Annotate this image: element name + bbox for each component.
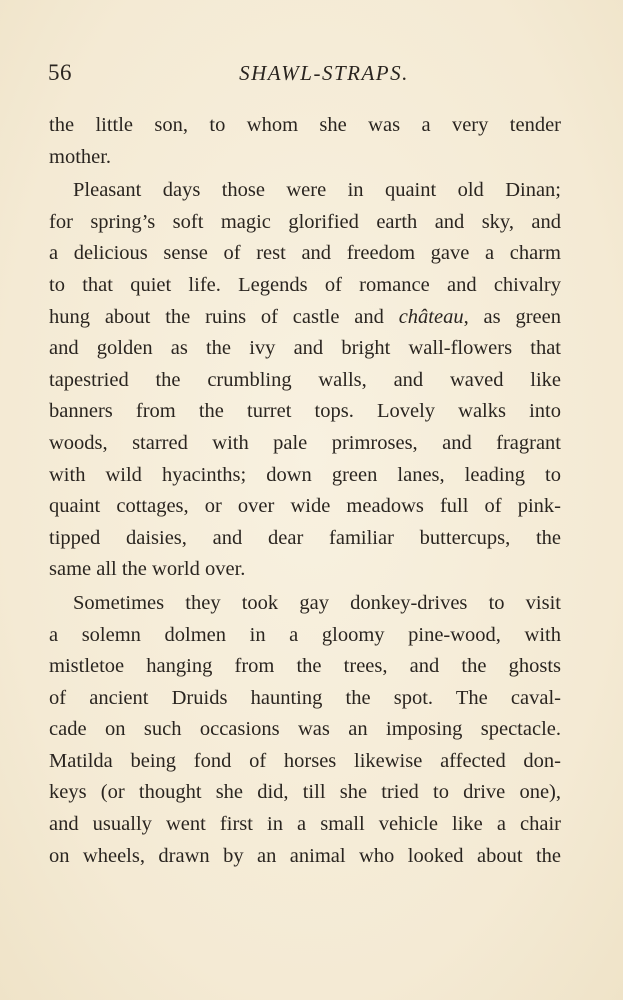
text-line: mother.	[49, 145, 112, 168]
text-line: mistletoe hanging from the trees, and the ghosts	[49, 655, 561, 678]
text-line: Matilda being fond of horses likewise affected don-	[49, 749, 561, 772]
paragraph	[49, 175, 561, 586]
page-header	[48, 56, 562, 92]
text-line: Sometimes they took gay donkey-drives to visit	[73, 591, 561, 614]
page-number: 56	[48, 60, 72, 85]
body-text	[49, 110, 561, 872]
text-line: to that quiet life. Legends of romance and chivalry	[49, 273, 561, 296]
text-line: a delicious sense of rest and freedom gave a charm	[49, 242, 561, 265]
text-line: for spring’s soft magic glorified earth and sky, and	[49, 210, 561, 233]
text-line: keys (or thought she did, till she tried to drive one),	[49, 781, 561, 804]
text-line: the little son, to whom she was a very tender	[49, 114, 561, 136]
text-line: banners from the turret tops. Lovely walks into	[49, 400, 561, 423]
paragraph	[49, 588, 561, 872]
text-line: quaint cottages, or over wide meadows full of pink-	[49, 495, 561, 518]
text-line: and usually went first in a small vehicle like a chair	[49, 813, 561, 836]
text-line: and golden as the ivy and bright wall-flowers that	[49, 337, 561, 360]
text-line: tapestried the crumbling walls, and waved like	[49, 368, 561, 391]
text-line: cade on such occasions was an imposing spectacle.	[49, 718, 561, 741]
running-title: SHAWL-STRAPS.	[239, 61, 409, 85]
text-line: hung about the ruins of castle and château, as green	[49, 305, 561, 328]
paragraph	[49, 110, 561, 173]
text-line: same all the world over.	[49, 558, 246, 581]
text-line: woods, starred with pale primroses, and fragrant	[49, 431, 561, 454]
text-line: of ancient Druids haunting the spot. The caval-	[49, 686, 561, 709]
text-line: Pleasant days those were in quaint old Dinan;	[73, 179, 561, 202]
text-line: on wheels, drawn by an animal who looked about the	[49, 844, 561, 867]
text-line: tipped daisies, and dear familiar buttercups, the	[49, 526, 561, 549]
text-line: with wild hyacinths; down green lanes, leading to	[49, 463, 561, 486]
text-line: a solemn dolmen in a gloomy pine-wood, with	[49, 623, 561, 646]
